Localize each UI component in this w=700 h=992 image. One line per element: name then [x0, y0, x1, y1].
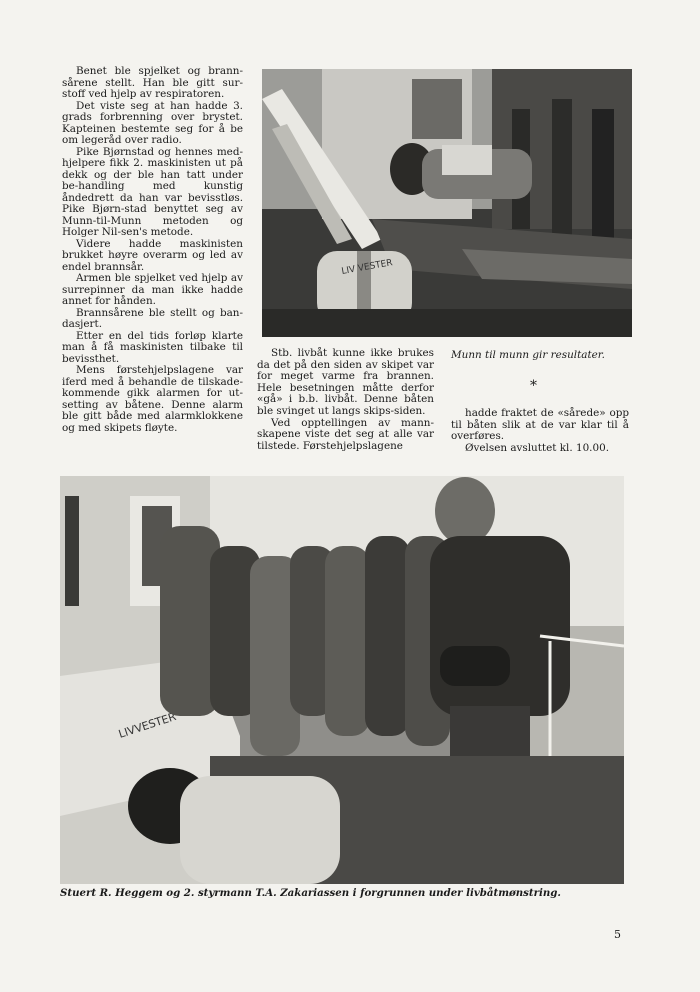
photo-lifeboat-muster	[60, 476, 624, 884]
photo-mouth-to-mouth-resuscitation	[262, 69, 632, 337]
left-text-column	[62, 66, 243, 434]
paragraph: Mens førstehjelpslagene var iferd med å behandle de tilskade-kommende gikk alarmen for ut-setting av båtene. Denne alarm ble gitt både med alarmklokkene og med skipets fløyte.	[62, 364, 243, 434]
paragraph: Videre hadde maskinisten brukket høyre overarm og led av endel brannsår.	[62, 237, 243, 273]
photo-caption-bottom: Stuert R. Heggem og 2. styrmann T.A. Zakariassen i forgrunnen under livbåtmønstring.	[60, 887, 561, 899]
paragraph: Brannsårene ble stellt og ban-dasjert.	[62, 306, 243, 330]
paragraph: Stb. livbåt kunne ikke brukes da det på den siden av skipet var for meget varme fra brannen. Hele besetningen måtte derfor «gå» i b.b. livbåt. Denne båten ble svinget ut langs skips-siden.	[257, 347, 434, 417]
paragraph: Armen ble spjelket ved hjelp av surrepinner da man ikke hadde annet for hånden.	[62, 272, 243, 307]
life-vest-stencil: LIV VESTER	[340, 258, 394, 277]
paragraph: Etter en del tids forløp klarte man å få maskinisten tilbake til bevissthet.	[62, 329, 243, 365]
paragraph: Pike Bjørnstad og hennes med-hjelpere fikk 2. maskinisten ut på dekk og der ble han tatt under be-handling med kunstig åndedrett da han var bevisstløs. Pike Bjørn-stad benyttet seg av Munn-til-Munn metoden og Holger Nil-sen's metode.	[62, 145, 243, 238]
paragraph: hadde fraktet de «sårede» opp til båten slik at de var klar til å overføres.	[451, 407, 629, 443]
middle-text-column	[257, 348, 434, 452]
paragraph: Det viste seg at han hadde 3. grads forbrenning over brystet. Kapteinen bestemte seg for å be om legeråd over radio.	[62, 99, 243, 146]
page-number: 5	[614, 928, 621, 941]
paragraph: Ved opptellingen av mann-skapene viste det seg at alle var tilstede. Førstehjelpslagene	[257, 416, 434, 452]
paragraph: Benet ble spjelket og brann-sårene stellt. Han ble gitt sur-stoff ved hjelp av respiratoren.	[62, 65, 243, 100]
lifeboat-stencil: LIVVESTER	[116, 710, 178, 741]
section-separator: *	[530, 378, 537, 394]
paragraph: Øvelsen avsluttet kl. 10.00.	[465, 441, 610, 454]
photo-caption-top: Munn til munn gir resultater.	[451, 349, 605, 361]
right-text-column	[451, 408, 629, 454]
